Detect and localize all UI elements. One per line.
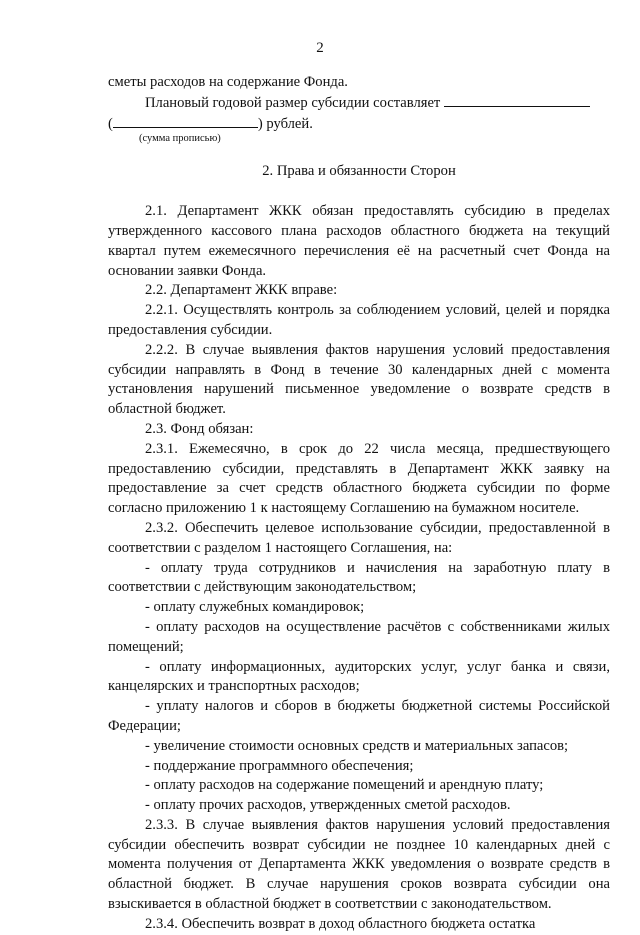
subsidy-amount-label: Плановый годовой размер субсидии составляет [145,94,441,111]
paragraph-2-2-1: 2.2.1. Осуществлять контроль за соблюдением условий, целей и порядка предоставления субсидии. [108,302,610,338]
section-title: 2. Права и обязанности Сторон [262,163,456,180]
subsidy-amount-blank [444,93,590,107]
paragraph-estimate-end: сметы расходов на содержание Фонда. [108,74,348,90]
list-item: - уплату налогов и сборов в бюджеты бюджетной системы Российской Федерации; [108,698,610,734]
list-item: - оплату труда сотрудников и начисления на заработную плату в соответствии с действующим законодательством; [108,559,610,596]
paragraph-2-2: 2.2. Департамент ЖКК вправе: [145,282,338,299]
paragraph-2-1: 2.1. Департамент ЖКК обязан предоставлять субсидию в пределах утвержденного кассового плана расходов областного бюджета на текущий квартал путем ежемесячного перечисления её на расчетный счет Фонда на основании заявки Фонда. [108,203,610,279]
page-number: 2 [316,40,324,56]
list-item: - оплату расходов на содержание помещений и арендную плату; [145,777,544,794]
amount-in-words-caption: (сумма прописью) [139,133,221,145]
open-paren: ( [108,115,113,132]
list-item: - увеличение стоимости основных средств и материальных запасов; [145,737,569,754]
list-item: - оплату информационных, аудиторских услуг, услуг банка и связи, канцелярских и транспортных расходов; [108,658,610,695]
list-item: - оплату прочих расходов, утвержденных сметой расходов. [145,797,511,814]
paragraph-2-3-1: 2.3.1. Ежемесячно, в срок до 22 числа месяца, предшествующего предоставлению субсидии, представлять в Департамент ЖКК заявку на предоставление за счет средств областного бюджета субсидии по форме согласно приложению 1 к настоящему Соглашению на бумажном носителе. [108,440,610,517]
list-item: - оплату служебных командировок; [145,599,365,616]
paragraph-2-3-4: 2.3.4. Обеспечить возврат в доход областного бюджета остатка [145,915,536,932]
document-body [108,73,610,935]
subsidy-words-blank [113,114,258,128]
paragraph-2-2-2: 2.2.2. В случае выявления фактов нарушения условий предоставления субсидии направлять в Фонд в течение 30 календарных дней с момента установления нарушений письменное уведомление о возврате средств в областной бюджет. [108,341,610,418]
paragraph-2-3-3: 2.3.3. В случае выявления фактов нарушения условий предоставления субсидии обеспечить возврат субсидии не позднее 10 календарных дней с момента получения от Департамента ЖКК уведомления о возврате средств в областной бюджет. В случае нарушения сроков возврата субсидии она взыскивается в областной бюджет в соответствии с законодательством. [108,816,610,913]
list-item: - оплату расходов на осуществление расчётов с собственниками жилых помещений; [108,618,610,655]
paragraph-subsidy-words [108,114,610,135]
paragraph-2-3: 2.3. Фонд обязан: [145,420,254,437]
paragraph-2-3-2: 2.3.2. Обеспечить целевое использование субсидии, предоставленной в соответствии с разделом 1 настоящего Соглашения, на: [108,519,610,556]
rubles-label: ) рублей. [257,115,313,132]
list-item: - поддержание программного обеспечения; [145,757,414,774]
paragraph-subsidy-amount [108,93,610,114]
